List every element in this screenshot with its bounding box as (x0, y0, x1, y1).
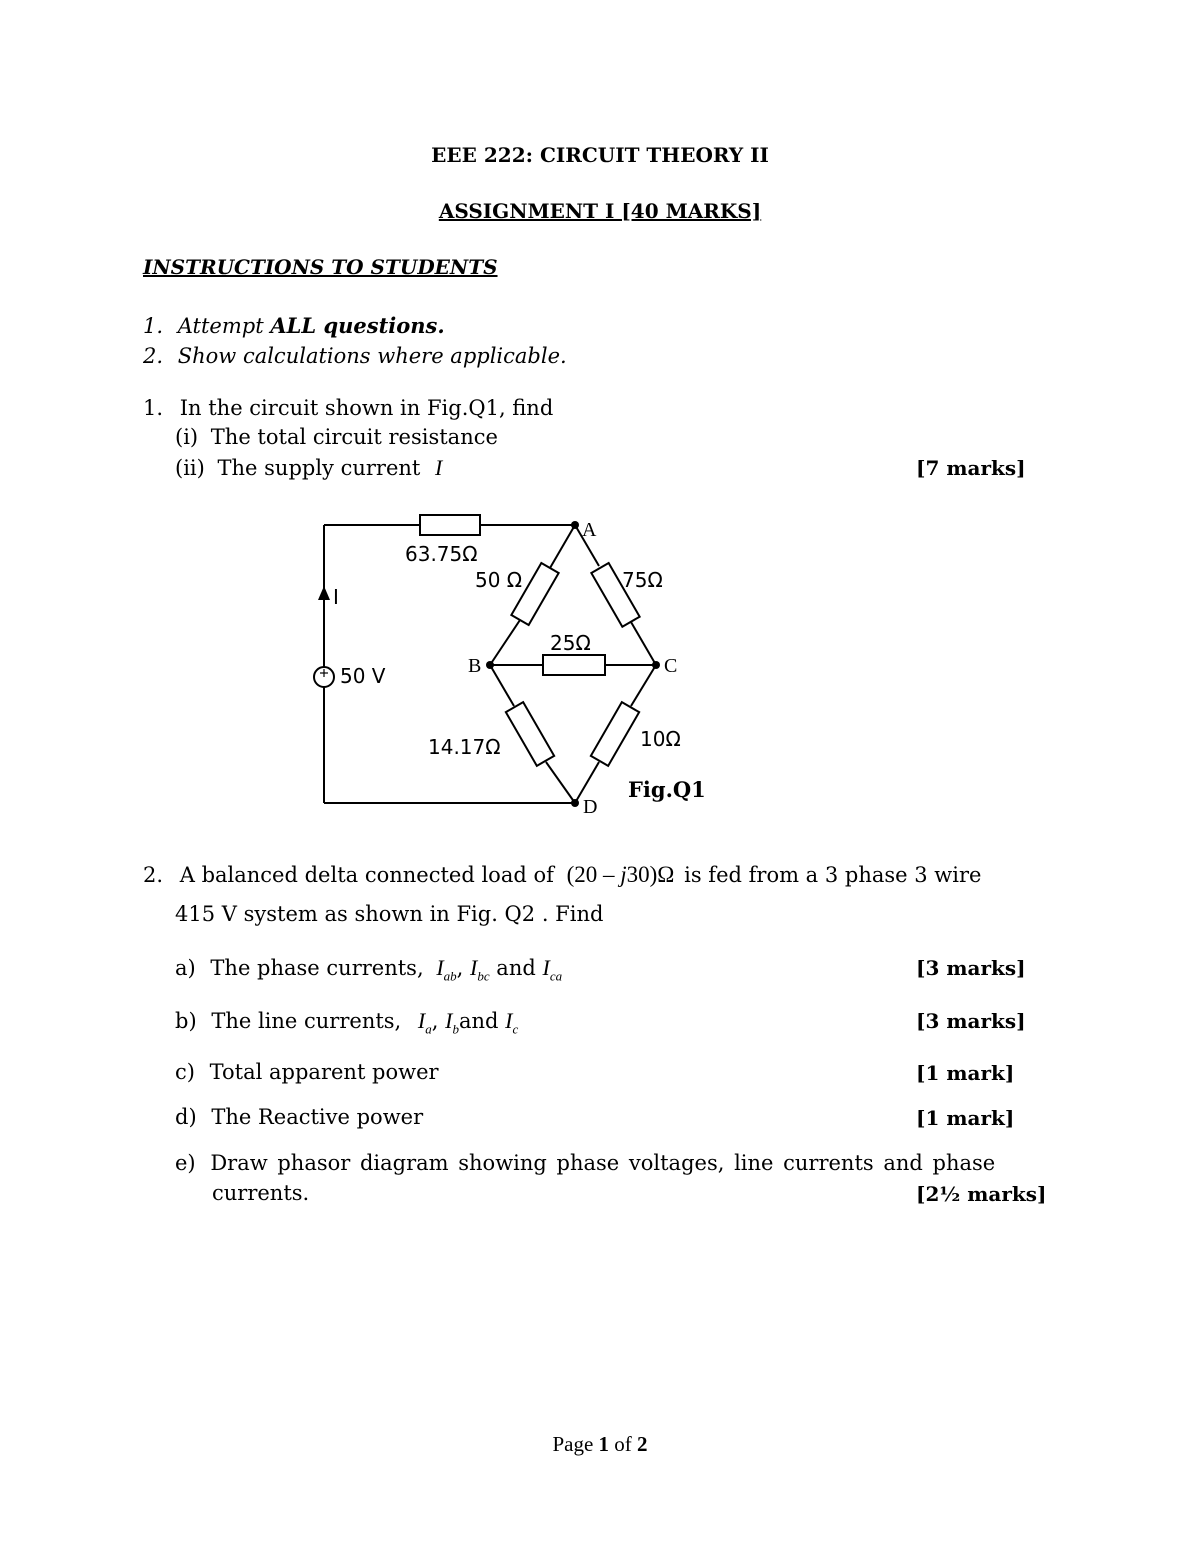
footer-page-prefix: Page (552, 1432, 599, 1456)
q2-stem-line1 (143, 862, 981, 888)
q2-part-a: a) The phase currents, $I_{ab}$, $I_{bc}$ and $I_{ca}$ (175, 955, 563, 984)
node-b (486, 661, 494, 669)
q2-part-e (175, 1151, 995, 1175)
resistor-bd-label: 14.17Ω (428, 735, 501, 759)
node-d-label: D (583, 796, 598, 818)
resistor-bd (506, 702, 554, 766)
current-label: I (333, 585, 339, 609)
part-label: d) (175, 1105, 197, 1129)
impedance-imag: 30 (626, 862, 650, 887)
impedance-expression (567, 862, 681, 887)
q2-part-e-marks: [2½ marks] (916, 1182, 1047, 1206)
q2-part-c (175, 1060, 439, 1084)
instruction-emphasis: ALL questions. (270, 313, 445, 338)
source-label: 50 V (340, 664, 386, 688)
q2-part-a-marks: [3 marks] (916, 956, 1026, 980)
assignment-title: ASSIGNMENT I [40 MARKS] (438, 199, 762, 223)
footer-page-of: of (609, 1432, 638, 1456)
node-a (571, 521, 579, 529)
resistor-ab-label: 50 Ω (475, 568, 523, 592)
part-text: Total apparent power (209, 1060, 439, 1084)
wire-a-b-2 (490, 620, 520, 665)
question-number: 1. (143, 396, 164, 420)
q2-part-b-marks: [3 marks] (916, 1009, 1026, 1033)
part-text: The supply current (217, 456, 421, 480)
part-text: The line currents, (211, 1009, 402, 1033)
resistor-cd-label: 10Ω (640, 727, 681, 751)
page-footer (0, 1432, 1200, 1457)
resistor-ac-label: 75Ω (622, 568, 663, 592)
part-label: b) (175, 1009, 197, 1033)
phase-current-bc: $I_{bc}$ (470, 955, 490, 984)
q2-part-b: b) The line currents, $I_a$, $I_band$ $I_c$ (175, 1008, 519, 1037)
resistor-bc-label: 25Ω (550, 631, 591, 655)
wire-b-d-1 (490, 665, 514, 706)
question-number: 2. (143, 863, 164, 887)
q2-stem-line2: 415 V system as shown in Fig. Q2 . Find (175, 902, 604, 926)
phase-current-ca: $I_{ca}$ (542, 955, 563, 984)
question-text: In the circuit shown in Fig.Q1, find (179, 396, 554, 420)
part-label: (i) (175, 425, 199, 449)
conjunction: and (496, 956, 536, 980)
question-text: A balanced delta connected load of (179, 863, 554, 887)
node-c (652, 661, 660, 669)
footer-page-number: 1 (598, 1432, 610, 1456)
part-text: The phase currents, (210, 956, 424, 980)
resistor-cd (591, 702, 639, 766)
impedance-real: 20 – (574, 862, 615, 887)
wire-a-c-2 (631, 622, 656, 665)
part-text: The Reactive power (211, 1105, 424, 1129)
part-label: a) (175, 956, 196, 980)
resistor-series-label: 63.75Ω (405, 542, 478, 566)
resistor-series (420, 515, 480, 535)
question-text-cont: is fed from a 3 phase 3 wire (684, 863, 982, 887)
imaginary-unit: j (620, 862, 627, 887)
part-label: c) (175, 1060, 195, 1084)
current-variable: I (435, 455, 443, 480)
q2-part-c-marks: [1 mark] (916, 1061, 1015, 1085)
line-current-b: $I_b$ (445, 1008, 459, 1037)
part-text: Draw phasor diagram showing phase voltages, line currents and phase (210, 1151, 996, 1175)
paren-open: ( (566, 862, 575, 887)
node-d (571, 799, 579, 807)
instructions-heading: INSTRUCTIONS TO STUDENTS (143, 255, 498, 279)
course-title: EEE 222: CIRCUIT THEORY II (431, 143, 769, 167)
q2-part-d-marks: [1 mark] (916, 1106, 1015, 1130)
figure-caption: Fig.Q1 (628, 777, 706, 802)
wire-b-d-2 (546, 762, 575, 803)
instruction-text: Attempt (177, 314, 271, 338)
part-text: The total circuit resistance (210, 425, 498, 449)
phase-current-ab: $I_{ab}$ (436, 955, 457, 984)
instruction-number: 1. (143, 314, 164, 338)
line-current-a: $I_a$ (417, 1008, 432, 1037)
q1-marks: [7 marks] (916, 456, 1026, 480)
resistor-bc (543, 655, 605, 675)
footer-page-total: 2 (637, 1432, 648, 1456)
wire-c-d-1 (631, 665, 656, 706)
q2-part-e-cont: currents. (212, 1181, 310, 1205)
node-c-label: C (664, 655, 678, 677)
wire-a-b-1 (550, 525, 575, 568)
part-label: (ii) (175, 456, 205, 480)
instruction-text: Show calculations where applicable. (177, 344, 567, 368)
current-arrow-icon (318, 586, 330, 600)
paren-close: )Ω (649, 862, 675, 887)
node-b-label: B (468, 655, 482, 677)
line-current-c: $I_c$ (505, 1008, 519, 1037)
instruction-number: 2. (143, 344, 164, 368)
part-label: e) (175, 1151, 196, 1175)
q2-part-d (175, 1105, 423, 1129)
conjunction: and (458, 1009, 499, 1033)
node-a-label: A (582, 519, 597, 541)
